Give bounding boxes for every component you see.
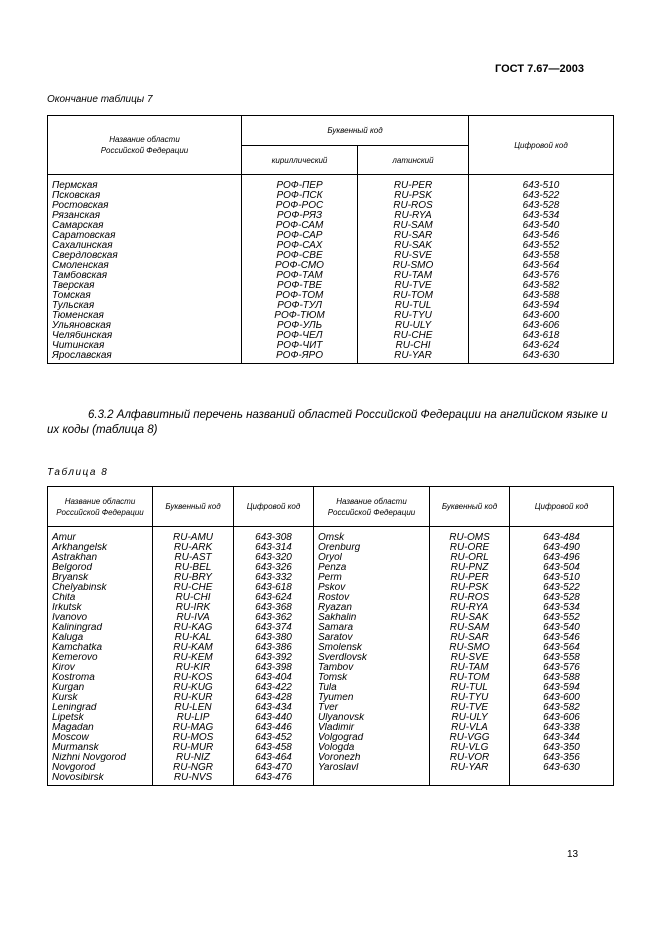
table-cell: Ульяновская	[48, 321, 242, 331]
table-cell: 643-582	[510, 703, 614, 713]
table-cell: 643-380	[234, 633, 314, 643]
table-row	[48, 351, 614, 364]
table-row	[48, 643, 614, 653]
table-cell: 643-588	[469, 291, 614, 301]
table7-caption: Окончание таблицы 7	[47, 94, 153, 105]
table8-caption: Таблица 8	[47, 467, 109, 478]
table-cell: 643-350	[510, 743, 614, 753]
section-paragraph: 6.3.2 Алфавитный перечень названий областей Российской Федерации на английском языке и их коды (таблица 8)	[47, 409, 608, 436]
table-cell: RU-TVE	[430, 703, 510, 713]
table-cell: Novgorod	[48, 763, 153, 773]
table-cell: Volgograd	[314, 733, 430, 743]
table-cell: Тверская	[48, 281, 242, 291]
table-cell: 643-422	[234, 683, 314, 693]
table-cell: Murmansk	[48, 743, 153, 753]
table-cell: Belgorod	[48, 563, 153, 573]
table-cell: RU-ULY	[430, 713, 510, 723]
table-cell: RU-RYA	[430, 603, 510, 613]
header-cyrillic: кириллический	[242, 146, 358, 175]
table-cell: 643-576	[469, 271, 614, 281]
table-8	[47, 486, 614, 786]
table-cell: РОФ-ПЕР	[242, 175, 358, 192]
table-cell: RU-ARK	[153, 543, 234, 553]
table-cell: RU-KAL	[153, 633, 234, 643]
table-cell: RU-YAR	[430, 763, 510, 773]
table-cell: 643-540	[469, 221, 614, 231]
table-cell: Oryol	[314, 553, 430, 563]
table-cell: RU-NIZ	[153, 753, 234, 763]
table-cell: Сахалинская	[48, 241, 242, 251]
table-cell: 643-522	[469, 191, 614, 201]
table-cell: RU-PER	[358, 175, 469, 192]
table-cell: РОФ-ТУЛ	[242, 301, 358, 311]
table-cell: 643-490	[510, 543, 614, 553]
table-cell: 643-320	[234, 553, 314, 563]
table-cell: 643-552	[510, 613, 614, 623]
table-cell: Novosibirsk	[48, 773, 153, 786]
table-cell: RU-ULY	[358, 321, 469, 331]
table7-body	[48, 175, 614, 364]
table-row	[48, 175, 614, 192]
table-cell: RU-AST	[153, 553, 234, 563]
table-cell: 643-546	[510, 633, 614, 643]
header-region-right-line2: Российской Федерации	[327, 507, 416, 517]
table-cell: RU-KUR	[153, 693, 234, 703]
header-letter-code-right: Буквенный код	[430, 487, 510, 527]
table-cell: 643-624	[469, 341, 614, 351]
table-cell: 643-618	[469, 331, 614, 341]
table-row	[48, 613, 614, 623]
table-cell: Ростовская	[48, 201, 242, 211]
table-row	[48, 583, 614, 593]
table-cell: Arkhangelsk	[48, 543, 153, 553]
table-cell: РОФ-ТЮМ	[242, 311, 358, 321]
table-cell: RU-TOM	[358, 291, 469, 301]
table-cell: 643-534	[510, 603, 614, 613]
table-cell: 643-564	[510, 643, 614, 653]
table-cell: RU-CHE	[358, 331, 469, 341]
table-cell: 643-368	[234, 603, 314, 613]
table-row	[48, 281, 614, 291]
table-row	[48, 221, 614, 231]
table-cell: 643-362	[234, 613, 314, 623]
table-cell: РОФ-ТОМ	[242, 291, 358, 301]
table-cell: RU-AMU	[153, 527, 234, 544]
table-cell: RU-OMS	[430, 527, 510, 544]
table-row	[48, 211, 614, 221]
table-cell: RU-ORE	[430, 543, 510, 553]
table-row	[48, 553, 614, 563]
table-cell: 643-504	[510, 563, 614, 573]
table-cell: РОФ-ПСК	[242, 191, 358, 201]
header-digital-code: Цифровой код	[469, 116, 614, 175]
table-cell: 643-594	[469, 301, 614, 311]
table-cell: Perm	[314, 573, 430, 583]
table-cell: РОФ-ЯРО	[242, 351, 358, 364]
table-cell: Samara	[314, 623, 430, 633]
table-cell: RU-KOS	[153, 673, 234, 683]
table-cell: Читинская	[48, 341, 242, 351]
table-row	[48, 703, 614, 713]
table-cell: 643-606	[469, 321, 614, 331]
table-cell: RU-SMO	[430, 643, 510, 653]
table-cell: RU-CHI	[153, 593, 234, 603]
table-cell: RU-BEL	[153, 563, 234, 573]
table-cell: 643-464	[234, 753, 314, 763]
table-cell: RU-KEM	[153, 653, 234, 663]
table-cell: RU-VLG	[430, 743, 510, 753]
table-cell: 643-374	[234, 623, 314, 633]
table-cell: RU-PSK	[430, 583, 510, 593]
table-cell: 643-392	[234, 653, 314, 663]
table-cell: RU-SAM	[358, 221, 469, 231]
header-region-line2: Российской Федерации	[100, 146, 189, 155]
table-cell: Ryazan	[314, 603, 430, 613]
table-cell: 643-558	[469, 251, 614, 261]
table-cell: 643-476	[234, 773, 314, 786]
table-cell: Omsk	[314, 527, 430, 544]
table-cell: RU-SAR	[358, 231, 469, 241]
table-row	[48, 331, 614, 341]
table-cell: 643-588	[510, 673, 614, 683]
table-cell: Тульская	[48, 301, 242, 311]
table-cell: Vologda	[314, 743, 430, 753]
table-cell: Пермская	[48, 175, 242, 192]
table-cell: RU-KUG	[153, 683, 234, 693]
table-cell: 643-528	[510, 593, 614, 603]
table-cell: Ivanovo	[48, 613, 153, 623]
table-row	[48, 301, 614, 311]
table-cell: RU-MUR	[153, 743, 234, 753]
table-cell: RU-TVE	[358, 281, 469, 291]
table-cell: Smolensk	[314, 643, 430, 653]
table-row	[48, 743, 614, 753]
table-cell: 643-606	[510, 713, 614, 723]
table-cell: 643-398	[234, 663, 314, 673]
table-cell: 643-528	[469, 201, 614, 211]
table-cell: 643-630	[469, 351, 614, 364]
table-cell: Свердловская	[48, 251, 242, 261]
table-cell	[510, 773, 614, 786]
document-code: ГОСТ 7.67—2003	[495, 63, 584, 75]
table-cell: 643-496	[510, 553, 614, 563]
table-cell: RU-KIR	[153, 663, 234, 673]
table-cell: 643-522	[510, 583, 614, 593]
table-cell: 643-546	[469, 231, 614, 241]
table-cell: 643-404	[234, 673, 314, 683]
table-cell: RU-RYA	[358, 211, 469, 221]
table-cell: RU-TUL	[430, 683, 510, 693]
table-cell: Тамбовская	[48, 271, 242, 281]
table-cell: RU-YAR	[358, 351, 469, 364]
table-cell: Chita	[48, 593, 153, 603]
table-row	[48, 733, 614, 743]
table-cell: Смоленская	[48, 261, 242, 271]
table-cell: РОФ-ТАМ	[242, 271, 358, 281]
table-row	[48, 713, 614, 723]
table-cell: 643-534	[469, 211, 614, 221]
table-cell: 643-540	[510, 623, 614, 633]
table-row	[48, 673, 614, 683]
table-cell: 643-428	[234, 693, 314, 703]
table-row	[48, 753, 614, 763]
table-cell: 643-510	[469, 175, 614, 192]
table-cell: 643-484	[510, 527, 614, 544]
table-row	[48, 723, 614, 733]
table-cell: RU-VGG	[430, 733, 510, 743]
table-cell: Kaluga	[48, 633, 153, 643]
table-row	[48, 527, 614, 544]
table-cell: 643-600	[510, 693, 614, 703]
table-cell: РОФ-САХ	[242, 241, 358, 251]
table-row	[48, 773, 614, 786]
table-cell: Saratov	[314, 633, 430, 643]
table-cell: РОФ-УЛЬ	[242, 321, 358, 331]
table-cell: Bryansk	[48, 573, 153, 583]
table-cell: RU-LIP	[153, 713, 234, 723]
table-cell: Tula	[314, 683, 430, 693]
table-cell: RU-KAG	[153, 623, 234, 633]
table-row	[48, 201, 614, 211]
table-row	[48, 763, 614, 773]
header-region-line1: Название области	[109, 135, 180, 144]
table-cell: RU-SAR	[430, 633, 510, 643]
table-row	[48, 693, 614, 703]
table-cell: 643-564	[469, 261, 614, 271]
table-cell: RU-ROS	[358, 201, 469, 211]
table-cell: Tver	[314, 703, 430, 713]
table-cell: RU-CHI	[358, 341, 469, 351]
header-letter-code: Буквенный код	[242, 116, 469, 146]
table-cell: RU-ROS	[430, 593, 510, 603]
page-number: 13	[567, 849, 579, 860]
table-row	[48, 653, 614, 663]
table-cell: 643-308	[234, 527, 314, 544]
table-cell: 643-332	[234, 573, 314, 583]
table-cell: Псковская	[48, 191, 242, 201]
header-region-left-line2: Российской Федерации	[56, 507, 144, 517]
header-region-right	[314, 487, 430, 527]
table-row	[48, 603, 614, 613]
table-cell: 643-338	[510, 723, 614, 733]
table-cell: Voronezh	[314, 753, 430, 763]
table-cell: RU-ORL	[430, 553, 510, 563]
table-cell: РОФ-САР	[242, 231, 358, 241]
table-cell: Leningrad	[48, 703, 153, 713]
table-cell: Nizhni Novgorod	[48, 753, 153, 763]
table-cell: RU-NVS	[153, 773, 234, 786]
table-cell: 643-624	[234, 593, 314, 603]
table-cell: RU-TUL	[358, 301, 469, 311]
table-cell: Chelyabinsk	[48, 583, 153, 593]
table-7	[47, 115, 614, 364]
table-row	[48, 311, 614, 321]
table-cell: Tomsk	[314, 673, 430, 683]
table-cell: Astrakhan	[48, 553, 153, 563]
table-row	[48, 563, 614, 573]
table-cell: Рязанская	[48, 211, 242, 221]
table-cell: РОФ-ЧИТ	[242, 341, 358, 351]
table-cell: Ярославская	[48, 351, 242, 364]
table-cell: 643-326	[234, 563, 314, 573]
table-cell: RU-MAG	[153, 723, 234, 733]
table-cell: РОФ-РОС	[242, 201, 358, 211]
table-cell: 643-558	[510, 653, 614, 663]
table-row	[48, 231, 614, 241]
table-cell: RU-TAM	[430, 663, 510, 673]
table-cell: RU-SVE	[358, 251, 469, 261]
table-cell: Moscow	[48, 733, 153, 743]
table-cell: Tyumen	[314, 693, 430, 703]
table-cell: RU-PNZ	[430, 563, 510, 573]
table-cell: RU-IVA	[153, 613, 234, 623]
table-row	[48, 683, 614, 693]
table-row	[48, 633, 614, 643]
table-cell: RU-SAM	[430, 623, 510, 633]
table-cell: 643-356	[510, 753, 614, 763]
table-cell: Yaroslavl	[314, 763, 430, 773]
table-cell: RU-VOR	[430, 753, 510, 763]
table-cell: 643-344	[510, 733, 614, 743]
table-row	[48, 663, 614, 673]
table-cell: РОФ-ТВЕ	[242, 281, 358, 291]
table-cell: RU-SMO	[358, 261, 469, 271]
table-cell: RU-VLA	[430, 723, 510, 733]
table-row	[48, 543, 614, 553]
table-cell: 643-434	[234, 703, 314, 713]
table-cell: 643-600	[469, 311, 614, 321]
table-cell: Penza	[314, 563, 430, 573]
table-cell: Magadan	[48, 723, 153, 733]
table-cell: 643-470	[234, 763, 314, 773]
header-region-left-line1: Название области	[64, 496, 136, 506]
table-cell: Lipetsk	[48, 713, 153, 723]
table-row	[48, 251, 614, 261]
table-cell: 643-440	[234, 713, 314, 723]
table-cell: Tambov	[314, 663, 430, 673]
table-cell: RU-TOM	[430, 673, 510, 683]
table-cell: RU-LEN	[153, 703, 234, 713]
table-cell: Amur	[48, 527, 153, 544]
table-cell: Rostov	[314, 593, 430, 603]
table-cell: RU-SVE	[430, 653, 510, 663]
table-cell: RU-KAM	[153, 643, 234, 653]
table-cell: Kaliningrad	[48, 623, 153, 633]
table-cell: 643-510	[510, 573, 614, 583]
table-cell: Kemerovo	[48, 653, 153, 663]
table-cell: 643-630	[510, 763, 614, 773]
table-cell: Irkutsk	[48, 603, 153, 613]
table-cell: RU-TYU	[358, 311, 469, 321]
table-cell: 643-552	[469, 241, 614, 251]
table-cell	[430, 773, 510, 786]
table-cell: Томская	[48, 291, 242, 301]
table-cell: 643-458	[234, 743, 314, 753]
table-cell: 643-386	[234, 643, 314, 653]
table-cell: RU-TAM	[358, 271, 469, 281]
table-cell: 643-452	[234, 733, 314, 743]
table-cell: Kostroma	[48, 673, 153, 683]
table-cell: РОФ-СВЕ	[242, 251, 358, 261]
table-cell: RU-IRK	[153, 603, 234, 613]
table-cell: РОФ-СМО	[242, 261, 358, 271]
table-cell: Ulyanovsk	[314, 713, 430, 723]
table-cell: Vladimir	[314, 723, 430, 733]
table-row	[48, 241, 614, 251]
table-cell: Kamchatka	[48, 643, 153, 653]
table-cell: 643-446	[234, 723, 314, 733]
table-cell: RU-MOS	[153, 733, 234, 743]
table-cell: РОФ-САМ	[242, 221, 358, 231]
table-cell: Самарская	[48, 221, 242, 231]
table-cell: 643-582	[469, 281, 614, 291]
table-cell: Sverdlovsk	[314, 653, 430, 663]
table-cell: Саратовская	[48, 231, 242, 241]
table-cell: Kurgan	[48, 683, 153, 693]
table-cell: Тюменская	[48, 311, 242, 321]
header-latin: латинский	[358, 146, 469, 175]
table-row	[48, 191, 614, 201]
table-cell: Kirov	[48, 663, 153, 673]
table-cell: Pskov	[314, 583, 430, 593]
table-cell: RU-TYU	[430, 693, 510, 703]
table-cell: РОФ-ЧЕЛ	[242, 331, 358, 341]
table-cell: РОФ-РЯЗ	[242, 211, 358, 221]
table-row	[48, 321, 614, 331]
table-cell: Sakhalin	[314, 613, 430, 623]
table-cell: RU-SAK	[430, 613, 510, 623]
table-cell: 643-594	[510, 683, 614, 693]
header-region	[48, 116, 242, 175]
table-cell	[314, 773, 430, 786]
table-row	[48, 341, 614, 351]
header-letter-code-left: Буквенный код	[153, 487, 234, 527]
table-cell: Orenburg	[314, 543, 430, 553]
header-region-left	[48, 487, 153, 527]
table-row	[48, 593, 614, 603]
table-cell: RU-NGR	[153, 763, 234, 773]
table-row	[48, 261, 614, 271]
table-cell: RU-PSK	[358, 191, 469, 201]
table-cell: Челябинская	[48, 331, 242, 341]
table-row	[48, 573, 614, 583]
header-region-right-line1: Название области	[336, 496, 407, 506]
table-cell: 643-314	[234, 543, 314, 553]
table-cell: RU-BRY	[153, 573, 234, 583]
header-digital-code-right: Цифровой код	[510, 487, 614, 527]
table-row	[48, 271, 614, 281]
table-cell: 643-618	[234, 583, 314, 593]
table-row	[48, 623, 614, 633]
table-cell: RU-CHE	[153, 583, 234, 593]
table-cell: RU-SAK	[358, 241, 469, 251]
header-digital-code-left: Цифровой код	[234, 487, 314, 527]
table-row	[48, 291, 614, 301]
table8-body	[48, 527, 614, 786]
table-cell: RU-PER	[430, 573, 510, 583]
table-cell: Kursk	[48, 693, 153, 703]
table-cell: 643-576	[510, 663, 614, 673]
